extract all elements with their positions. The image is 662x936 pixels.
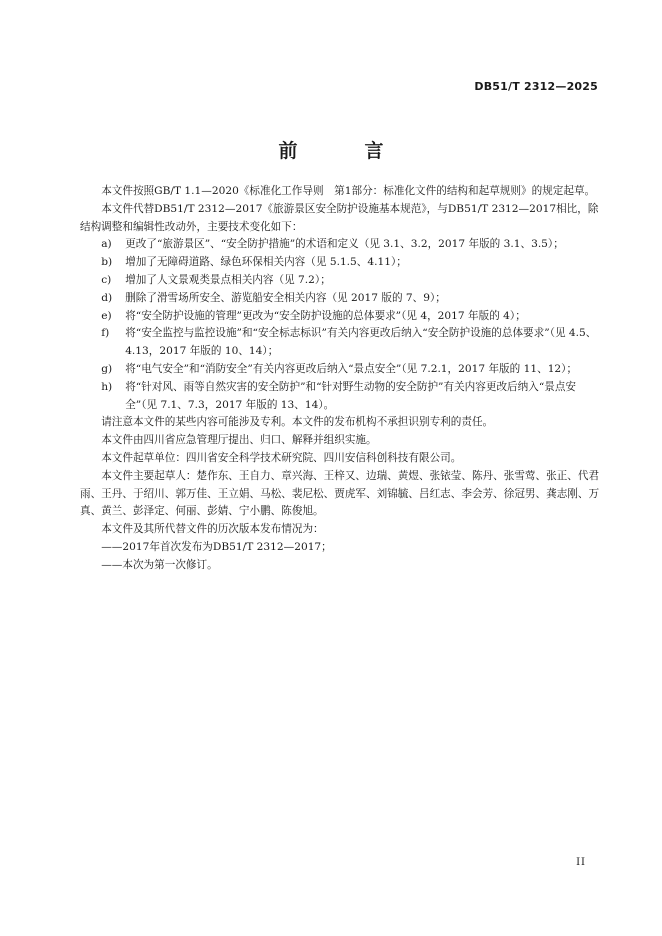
list-marker: g) (101, 362, 113, 375)
list-text: 将“安全防护设施的管理”更改为“安全防护设施的总体要求”（见 4，2017 年版的 4）； (125, 309, 526, 322)
history-item: ——2017年首次发布为DB51/T 2312—2017； (101, 540, 332, 553)
list-marker: h) (101, 380, 113, 393)
list-item (80, 254, 602, 272)
list-marker: c) (101, 273, 112, 286)
paragraph-replacement: 本文件代替DB51/T 2312—2017《旅游景区安全防护设施基本规范》，与DB51/T 2312—2017相比，除结构调整和编辑性改动外，主要技术变化如下： (80, 202, 599, 233)
list-text: 删除了滑雪场所安全、游览船安全相关内容（见 2017 版的 7、9）； (125, 291, 446, 304)
paragraph-patent-notice: 请注意本文件的某些内容可能涉及专利。本文件的发布机构不承担识别专利的责任。 (101, 416, 494, 429)
paragraph-version-history: 本文件及其所代替文件的历次版本发布情况为： (101, 523, 324, 536)
paragraph-drafting-units: 本文件起草单位：四川省安全科学技术研究院、四川安信科创科技有限公司。 (101, 451, 462, 464)
list-item (80, 308, 602, 326)
list-marker: e) (101, 309, 112, 322)
page-number: II (576, 857, 586, 868)
document-body (80, 183, 602, 575)
list-item (80, 325, 602, 361)
list-item (80, 361, 602, 379)
standard-code: DB51/T 2312—2025 (474, 80, 598, 93)
list-marker: f) (101, 327, 110, 340)
list-text: 将“电气安全”和“消防安全”有关内容更改后纳入“景点安全”（见 7.2.1，2017 年版的 11、12）； (125, 362, 578, 375)
list-text: 增加了人文景观类景点相关内容（见 7.2）； (125, 273, 331, 286)
changes-list (80, 236, 602, 414)
list-marker: a) (101, 238, 112, 251)
paragraph-drafters: 本文件主要起草人：楚作东、王自力、章兴海、王梓又、边瑞、黄煜、张铱莹、陈丹、张雪莺、张正、代君雨、王丹、于绍川、郭万佳、王立娟、马松、裴尼松、贾虎军、刘锦毓、吕红志、李会芳、徐冠男、龚志刚、万真、黄兰、彭泽定、何丽、彭婧、宁小鹏、陈俊旭。 (80, 469, 600, 518)
list-marker: d) (101, 291, 113, 304)
list-text: 将“针对风、雨等自然灾害的安全防护”和“针对野生动物的安全防护”有关内容更改后纳入“景点安全”（见 7.1、7.3，2017 年版的 13、14）。 (125, 380, 577, 411)
list-text: 增加了无障碍道路、绿色环保相关内容（见 5.1.5、4.11）； (125, 256, 407, 269)
list-text: 将“安全监控与监控设施”和“安全标志标识”有关内容更改后纳入“安全防护设施的总体要求”（见 4.5、4.13，2017 年版的 10、14）； (125, 327, 597, 358)
paragraph-drafting-rules: 本文件按照GB/T 1.1—2020《标准化工作导则 第1部分：标准化文件的结构和起草规则》的规定起草。 (101, 185, 596, 197)
paragraph-proposer: 本文件由四川省应急管理厅提出、归口、解释并组织实施。 (101, 434, 377, 447)
list-item (80, 379, 602, 415)
history-item: ——本次为第一次修订。 (101, 558, 218, 571)
list-marker: b) (101, 256, 113, 269)
page-title: 前 言 (278, 140, 408, 162)
list-item (80, 272, 602, 290)
list-item (80, 290, 602, 308)
list-item (80, 236, 602, 254)
list-text: 更改了“旅游景区”、“安全防护措施”的术语和定义（见 3.1、3.2，2017 年版的 3.1、3.5）； (125, 238, 564, 251)
